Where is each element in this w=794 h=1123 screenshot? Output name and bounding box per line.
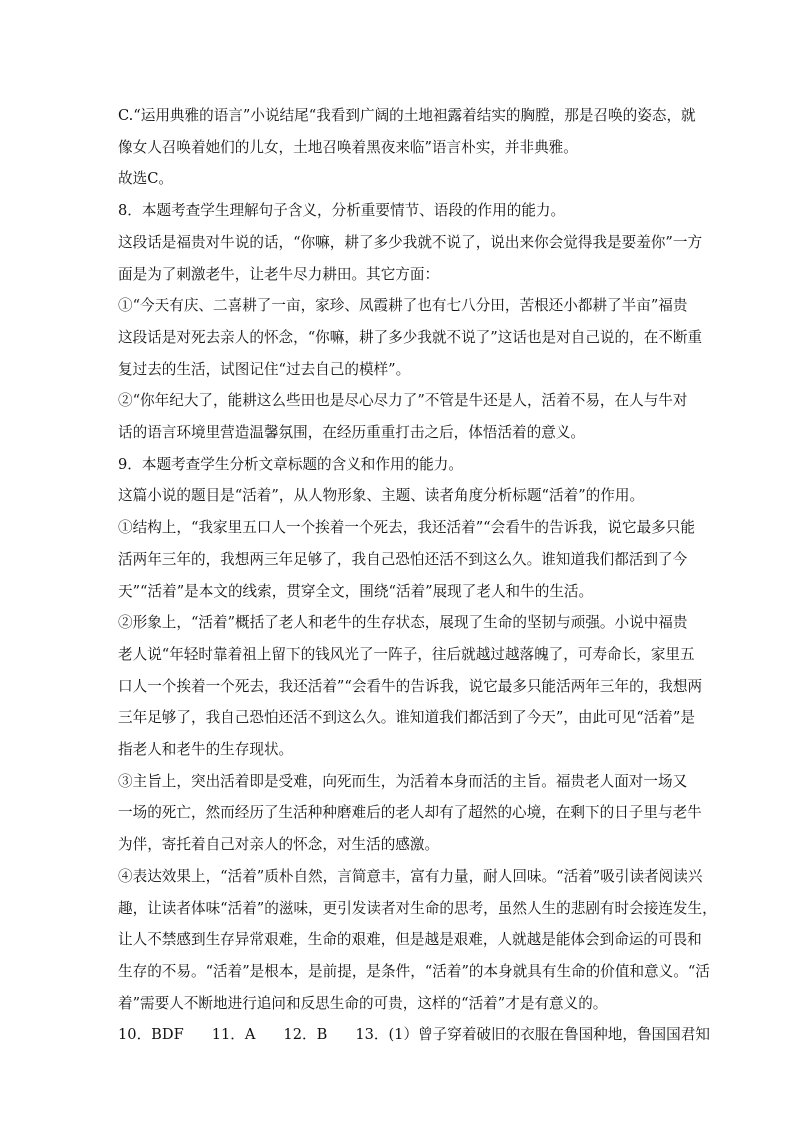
text-line: ④表达效果上，“活着”质朴自然，言简意丰，富有力量，耐人回味。“活着”吸引读者阅读兴 xyxy=(118,867,703,885)
answer-12: 12．B xyxy=(283,1026,328,1044)
text-line: ③主旨上，突出活着即是受难，向死而生，为活着本身而活的主旨。福贵老人面对一场又 xyxy=(118,772,688,790)
text-line: 复过去的生活，试图记住“过去自己的模样”。 xyxy=(118,360,411,378)
answers-line xyxy=(118,1019,710,1051)
text-line: 为伴，寄托着自己对亲人的怀念，对生活的感激。 xyxy=(118,836,440,854)
text-line: 老人说“年轻时靠着祖上留下的钱风光了一阵子，往后就越过越落魄了，可寿命长，家里五 xyxy=(118,645,695,663)
answer-11: 11．A xyxy=(211,1026,256,1044)
text-line: ①结构上，“我家里五口人一个挨着一个死去，我还活着”“会看牛的告诉我，说它最多只能 xyxy=(118,519,695,537)
text-line: 让人不禁感到生存异常艰难，生命的艰难，但是越是艰难，人就越是能体会到命运的可畏和 xyxy=(118,931,702,949)
text-line: 9．本题考查学生分析文章标题的含义和作用的能力。 xyxy=(118,455,463,473)
text-line: ②“你年纪大了，能耕这么些田也是尽心尽力了”不管是牛还是人，活着不易，在人与牛对 xyxy=(118,392,688,410)
text-line: 指老人和老牛的生存现状。 xyxy=(118,741,294,759)
text-line: 趣，让读者体味“活着”的滋味，更引发读者对生命的思考，虽然人生的悲剧有时会接连发生， xyxy=(118,899,717,917)
text-line: 这篇小说的题目是“活着”，从人物形象、主题、读者角度分析标题“活着”的作用。 xyxy=(118,487,645,505)
answer-13: 13．(1）曾子穿着破旧的衣服在鲁国种地，鲁国国君知 xyxy=(355,1026,710,1044)
text-line: 8．本题考查学生理解句子含义，分析重要情节、语段的作用的能力。 xyxy=(118,202,566,220)
text-line: ①“今天有庆、二喜耕了一亩，家珍、凤霞耕了也有七八分田，苦根还小都耕了半亩”福贵 xyxy=(118,297,688,315)
text-line: C.“运用典雅的语言”小说结尾“我看到广阔的土地袒露着结实的胸膛，那是召唤的姿态，就 xyxy=(118,107,696,124)
text-line: 一场的死亡，然而经历了生活种种磨难后的老人却有了超然的心境，在剩下的日子里与老牛 xyxy=(118,804,702,822)
text-line: 天”“活着”是本文的线索，贯穿全文，围绕“活着”展现了老人和牛的生活。 xyxy=(118,582,594,600)
document-body xyxy=(118,100,717,1051)
answer-10: 10．BDF xyxy=(118,1026,184,1044)
text-line: 着”需要人不断地进行追问和反思生命的可贵，这样的“活着”才是有意义的。 xyxy=(118,994,608,1012)
text-line: 这段话是福贵对牛说的话，“你嘛，耕了多少我就不说了，说出来你会觉得我是要羞你”一方 xyxy=(118,233,703,251)
text-line: 这段话是对死去亲人的怀念，“你嘛，耕了多少我就不说了”这话也是对自己说的，在不断重 xyxy=(118,328,703,346)
text-line: 三年足够了，我自己恐怕还活不到这么久。谁知道我们都活到了今天”，由此可见“活着”是 xyxy=(118,709,695,727)
text-line: 活两年三年的，我想两三年足够了，我自己恐怕还活不到这么久。谁知道我们都活到了今 xyxy=(118,550,688,568)
text-line: ②形象上，“活着”概括了老人和老牛的生存状态，展现了生命的坚韧与顽强。小说中福贵 xyxy=(118,614,688,632)
text-line: 生存的不易。“活着”是根本，是前提，是条件，“活着”的本身就具有生命的价值和意义。“活 xyxy=(118,962,710,980)
text-line: 话的语言环境里营造温馨氛围，在经历重重打击之后，体悟活着的意义。 xyxy=(118,424,586,442)
text-line: 口人一个挨着一个死去，我还活着”“会看牛的告诉我，说它最多只能活两年三年的，我想两 xyxy=(118,677,703,695)
text-line: 像女人召唤着她们的儿女，土地召唤着黑夜来临”语言朴实，并非典雅。 xyxy=(118,138,578,156)
text-line: 面是为了刺激老牛，让老牛尽力耕田。其它方面： xyxy=(118,265,440,283)
text-line: 故选C。 xyxy=(118,170,173,188)
